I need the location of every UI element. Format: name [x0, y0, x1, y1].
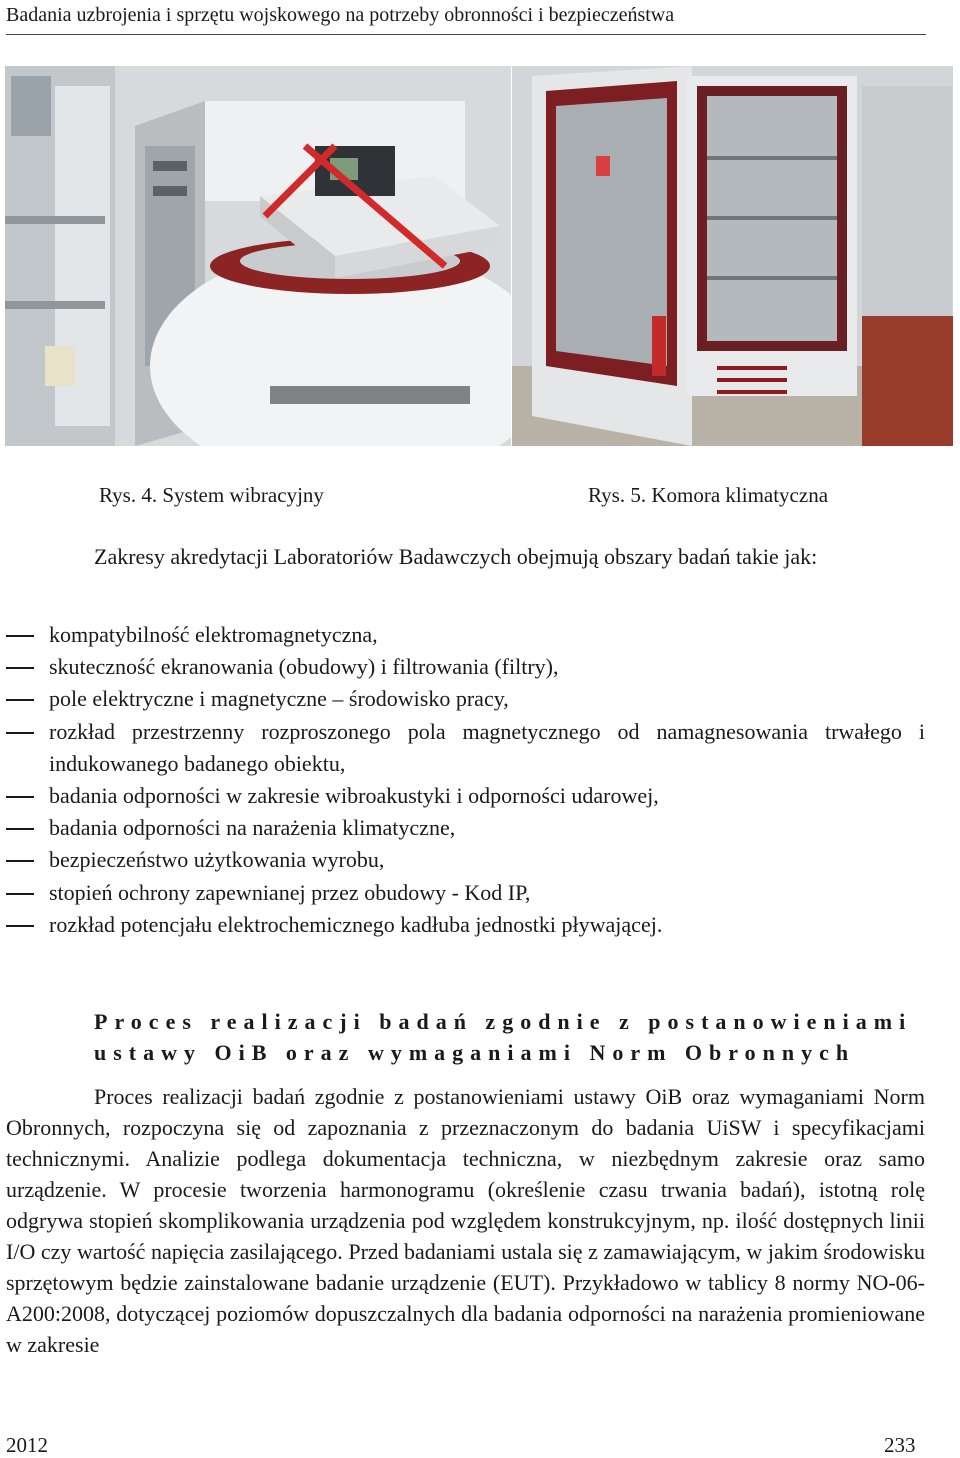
vibration-system-photo — [5, 66, 511, 446]
list-item: badania odporności na narażenia klimatyczne, — [49, 815, 456, 841]
list-item: bezpieczeństwo użytkowania wyrobu, — [49, 847, 385, 873]
list-item: skuteczność ekranowania (obudowy) i filtrowania (filtry), — [49, 654, 559, 680]
running-header: Badania uzbrojenia i sprzętu wojskowego na potrzeby obronności i bezpieczeństwa — [6, 0, 926, 35]
figure-climate-chamber — [512, 66, 953, 446]
list-item: rozkład potencjału elektrochemicznego kadłuba jednostki pływającej. — [49, 911, 663, 937]
page-number: 233 — [884, 1433, 916, 1457]
figure-vibration-system — [5, 66, 511, 446]
footer-year: 2012 — [6, 1433, 48, 1457]
section-body — [6, 1081, 925, 1360]
accreditation-scope-list — [6, 619, 925, 941]
list-item: kompatybilność elektromagnetyczna, — [49, 622, 378, 647]
section-heading: Proces realizacji badań zgodnie z postanowieniami ustawy OiB oraz wymaganiami Norm Obronnych — [94, 1009, 913, 1065]
list-item: stopień ochrony zapewnianej przez obudowy - Kod IP, — [49, 879, 531, 905]
figure-caption-5: Rys. 5. Komora klimatyczna — [588, 483, 829, 507]
intro-paragraph — [6, 541, 925, 572]
climate-chamber-photo — [512, 66, 953, 446]
list-item: rozkład przestrzenny rozproszonego pola magnetycznego od namagnesowania trwałego i indukowanego badanego obiektu, — [49, 718, 925, 776]
intro-text: Zakresy akredytacji Laboratoriów Badawczych obejmują obszary badań takie jak: — [94, 544, 818, 569]
figure-caption-4: Rys. 4. System wibracyjny — [99, 483, 324, 507]
list-item: pole elektryczne i magnetyczne – środowisko pracy, — [49, 686, 509, 712]
list-item: badania odporności w zakresie wibroakustyki i odporności udarowej, — [49, 783, 659, 809]
section-body-text: Proces realizacji badań zgodnie z postanowieniami ustawy OiB oraz wymaganiami Norm Obronnych, rozpoczyna się od zapoznania z przeznaczonym do badania UiSW i specyfikacjami technicznymi. Analizie podlega dokumentacja techniczna, w niezbędnym zakresie oraz samo urządzenie. W procesie tworzenia harmonogramu (określenie czasu trwania badań), istotną rolę odgrywa stopień skomplikowania urządzenia pod względem konstrukcyjnym, np. ilość dostępnych linii I/O czy wartość napięcia zasilającego. Przed badaniami ustala się z zamawiającym, w jakim środowisku sprzętowym będzie zainstalowane badanie urządzenie (EUT). Przykładowo w tablicy 8 normy NO-06-A200:2008, dotyczącej poziomów dopuszczalnych dla badania odporności na narażenia promieniowane w zakresie — [6, 1084, 925, 1357]
